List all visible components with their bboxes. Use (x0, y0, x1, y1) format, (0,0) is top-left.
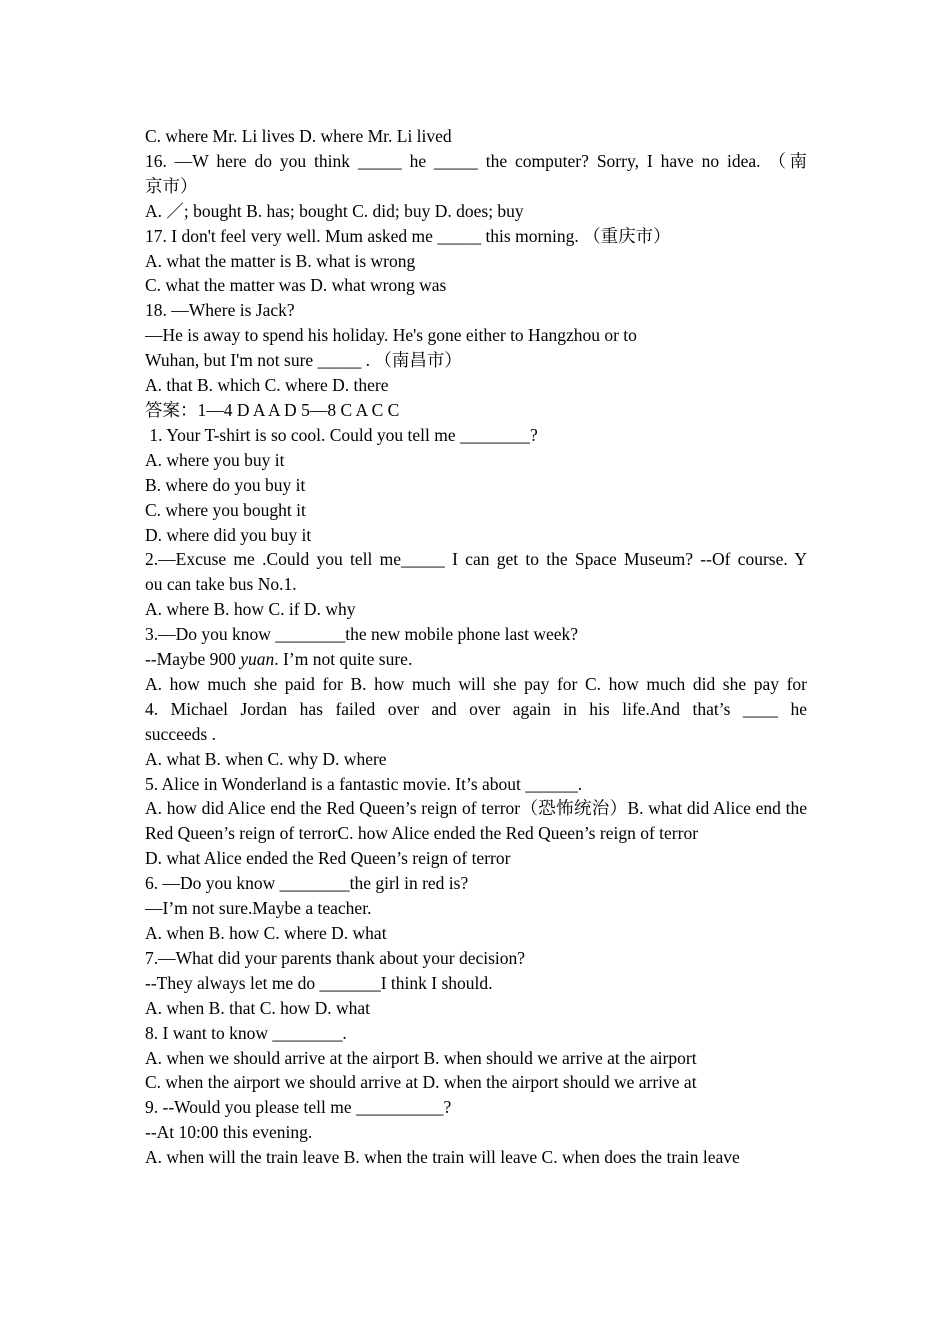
question-18-dialog-cont: Wuhan, but I'm not sure _____ . （南昌市） (145, 350, 462, 371)
question-16: 16. —W here do you think _____ he _____ the computer? Sorry, I have no idea. （南 (145, 150, 807, 171)
question-3: 3.—Do you know ________the new mobile phone last week? (145, 624, 579, 645)
question-5-options-abc: A. how did Alice end the Red Queen’s reign of terror（恐怖统治）B. what did Alice end the Red Queen’s reign of terrorC. how Alice ended the Red Queen’s reign of terror (145, 798, 807, 844)
question-17-options-cd: C. what the matter was D. what wrong was (145, 275, 447, 296)
question-6-dialog: —I’m not sure.Maybe a teacher. (145, 898, 372, 919)
question-4-cont: succeeds . (145, 723, 216, 744)
question-7-options: A. when B. that C. how D. what (145, 997, 371, 1018)
question-8-options-ab: A. when we should arrive at the airport B. when should we arrive at the airport (145, 1047, 697, 1068)
text-segment: --Maybe 900 (145, 649, 241, 670)
question-3-options: A. how much she paid for B. how much will she pay for C. how much did she pay for (145, 673, 807, 694)
question-4: 4. Michael Jordan has failed over and over again in his life.And that’s ____ he (145, 698, 807, 719)
question-1-option-b: B. where do you buy it (145, 474, 306, 495)
question-18: 18. —Where is Jack? (145, 300, 295, 321)
italic-word: yuan (240, 649, 275, 670)
question-1-option-a: A. where you buy it (145, 449, 285, 470)
question-9: 9. --Would you please tell me __________? (145, 1097, 452, 1118)
question-5: 5. Alice in Wonderland is a fantastic movie. It’s about ______. (145, 773, 583, 794)
question-17: 17. I don't feel very well. Mum asked me _____ this morning. （重庆市） (145, 225, 671, 246)
question-4-options: A. what B. when C. why D. where (145, 748, 387, 769)
question-1: 1. Your T-shirt is so cool. Could you tell me ________? (145, 424, 538, 445)
text-line: C. where Mr. Li lives D. where Mr. Li lived (145, 126, 452, 146)
question-2-cont: ou can take bus No.1. (145, 574, 297, 595)
text-line: 京市） (145, 175, 198, 196)
question-6: 6. —Do you know ________the girl in red is? (145, 873, 469, 894)
question-2: 2.—Excuse me .Could you tell me_____ I can get to the Space Museum? --Of course. Y (145, 549, 807, 570)
question-8-options-cd: C. when the airport we should arrive at D. when the airport should we arrive at (145, 1072, 697, 1093)
question-3-dialog (145, 647, 807, 672)
question-9-options: A. when will the train leave B. when the train will leave C. when does the train leave (145, 1147, 740, 1168)
question-18-options: A. that B. which C. where D. there (145, 375, 389, 396)
question-16-options: A. ／; bought B. has; bought C. did; buy D. does; buy (145, 200, 524, 221)
document-page (145, 124, 807, 1170)
question-7-dialog: --They always let me do _______I think I should. (145, 972, 493, 993)
answer-key: 答案：1—4 D A A D 5—8 C A C C (145, 399, 400, 420)
question-2-options: A. where B. how C. if D. why (145, 599, 356, 620)
question-5-option-d: D. what Alice ended the Red Queen’s reign of terror (145, 848, 511, 869)
question-9-dialog: --At 10:00 this evening. (145, 1122, 313, 1143)
question-18-dialog: —He is away to spend his holiday. He's gone either to Hangzhou or to (145, 325, 637, 346)
question-8: 8. I want to know ________. (145, 1022, 347, 1043)
text-segment: . I’m not quite sure. (274, 649, 413, 670)
question-17-options-ab: A. what the matter is B. what is wrong (145, 250, 416, 271)
question-6-options: A. when B. how C. where D. what (145, 923, 387, 943)
question-7: 7.—What did your parents thank about your decision? (145, 947, 526, 968)
question-1-option-d: D. where did you buy it (145, 524, 312, 545)
question-1-option-c: C. where you bought it (145, 499, 306, 520)
